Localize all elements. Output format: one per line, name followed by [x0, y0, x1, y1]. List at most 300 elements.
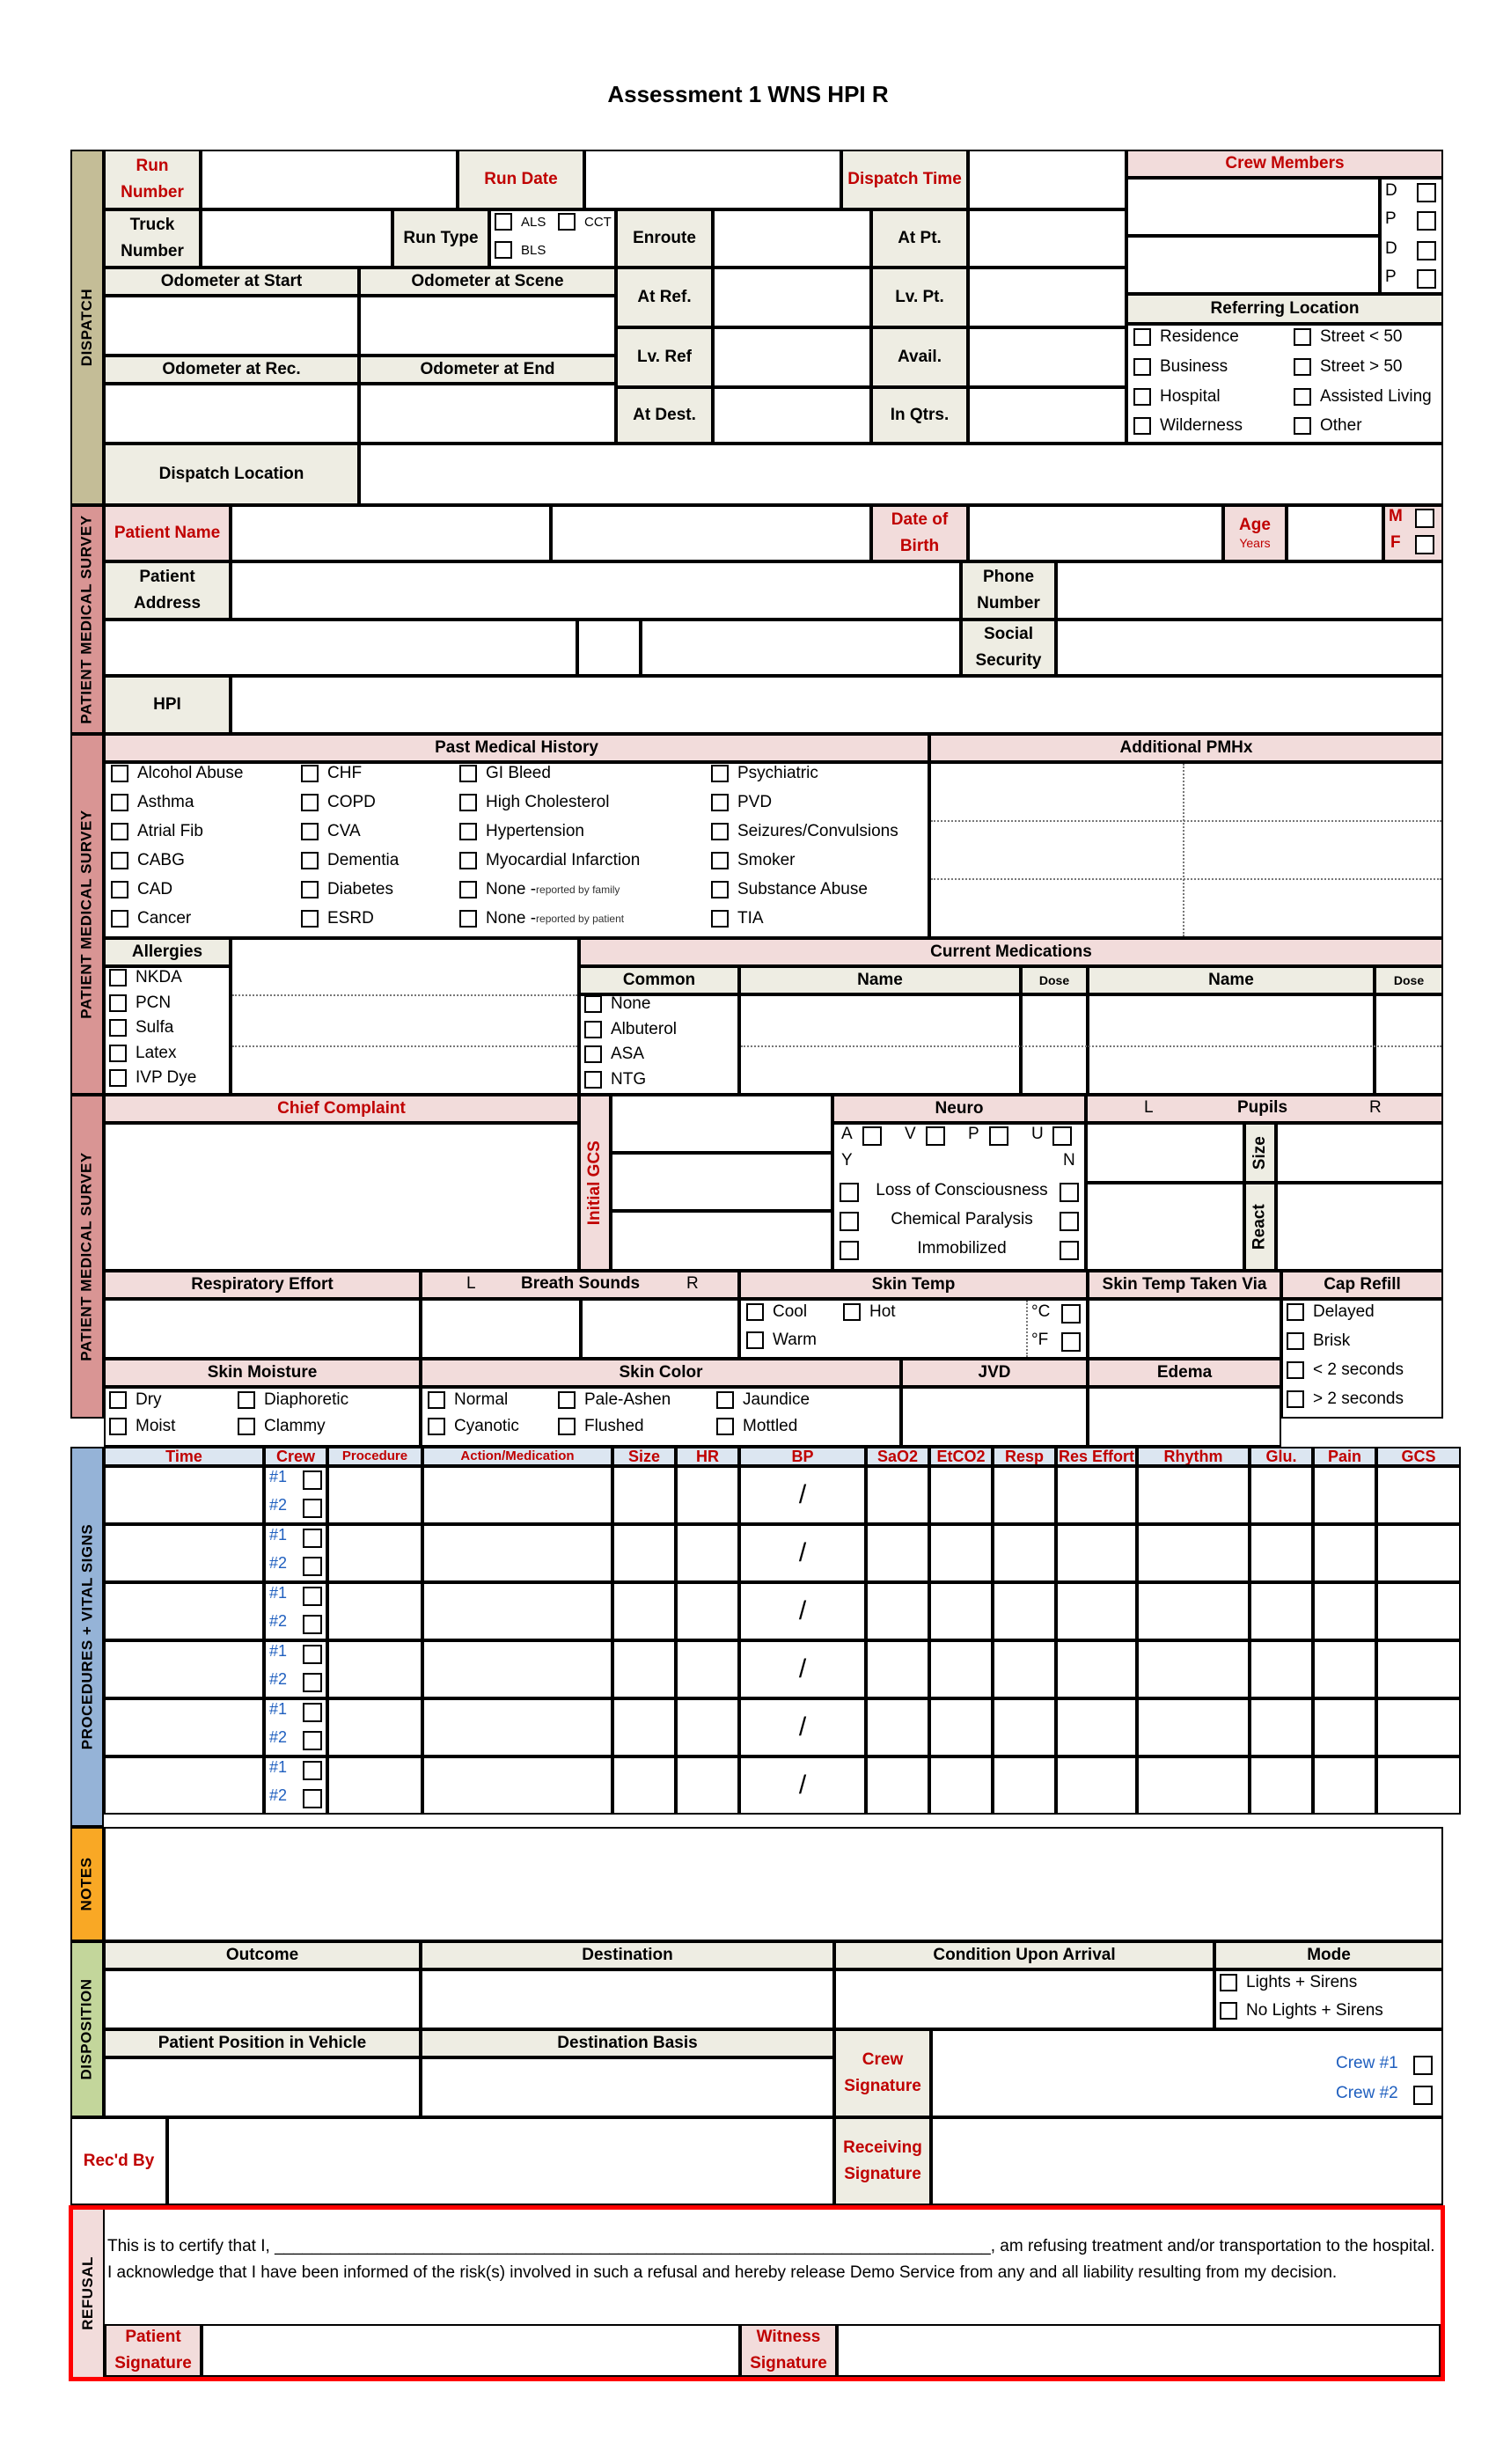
dob-field[interactable] — [968, 505, 1223, 561]
vitals-row-6-gcs[interactable] — [1376, 1756, 1461, 1815]
pmh-col4-item-0[interactable]: Psychiatric — [711, 764, 818, 783]
at-ref-label: At Ref. — [616, 268, 713, 327]
patient-position-label: Patient Position in Vehicle — [104, 2029, 421, 2057]
vitals-row-1-pain[interactable] — [1313, 1466, 1376, 1524]
vitals-row-3-res-effort[interactable] — [1056, 1582, 1137, 1640]
vitals-row-1-crew-1-checkbox[interactable] — [303, 1470, 322, 1490]
section-patient-survey-2: PATIENT MEDICAL SURVEY — [70, 734, 104, 1095]
edema-field[interactable] — [1088, 1387, 1281, 1447]
patient-address-label: Patient Address — [104, 561, 231, 620]
vitals-row-2-crew-1-checkbox[interactable] — [303, 1529, 322, 1548]
breath-sounds-left-field[interactable] — [421, 1299, 581, 1359]
crew-1-signature-label: Crew #1 — [1336, 2054, 1398, 2072]
vitals-row-5-sao2[interactable] — [866, 1698, 929, 1756]
vitals-row-2-glu[interactable] — [1250, 1524, 1313, 1582]
odometer-start-label: Odometer at Start — [104, 268, 359, 296]
avail-field[interactable] — [968, 327, 1126, 387]
destination-basis-field[interactable] — [421, 2057, 834, 2117]
section-dispatch: DISPATCH — [70, 150, 104, 505]
vitals-row-4-rhythm[interactable] — [1137, 1640, 1250, 1698]
vitals-row-3-glu[interactable] — [1250, 1582, 1313, 1640]
vitals-row-2-etco2[interactable] — [929, 1524, 993, 1582]
crew-1-signature-checkbox[interactable] — [1413, 2056, 1433, 2075]
med-dose-field-2[interactable] — [1375, 994, 1443, 1095]
cap-refill-3[interactable]: > 2 seconds — [1287, 1390, 1404, 1409]
pmh-col2-item-0[interactable]: CHF — [301, 764, 362, 783]
vitals-row-2-sao2[interactable] — [866, 1524, 929, 1582]
run-type-bls[interactable]: BLS — [495, 241, 546, 259]
pmh-col4-item-5[interactable]: TIA — [711, 909, 764, 928]
crew-member-2-field[interactable] — [1126, 236, 1380, 294]
vitals-row-1-glu[interactable] — [1250, 1466, 1313, 1524]
vitals-row-6-action[interactable] — [422, 1756, 612, 1815]
allergy-2[interactable]: Sulfa — [109, 1018, 173, 1038]
odometer-rec-label: Odometer at Rec. — [104, 356, 359, 384]
vitals-row-6-etco2[interactable] — [929, 1756, 993, 1815]
vitals-row-4-procedure[interactable] — [327, 1640, 422, 1698]
run-date-field[interactable] — [584, 150, 841, 209]
skin-moisture-dry[interactable]: Dry — [109, 1390, 162, 1410]
referring-assisted-living[interactable]: Assisted Living — [1294, 387, 1432, 407]
gcs-verbal-field[interactable] — [611, 1153, 832, 1211]
referring-wilderness[interactable]: Wilderness — [1133, 416, 1243, 436]
vitals-header-size: Size — [612, 1447, 676, 1466]
run-type-label: Run Type — [392, 209, 489, 268]
vitals-header-crew: Crew — [264, 1447, 327, 1466]
common-med-3[interactable]: NTG — [584, 1070, 646, 1089]
pmh-col2-item-2[interactable]: CVA — [301, 822, 361, 841]
vitals-row-6-crew-1-checkbox[interactable] — [303, 1761, 322, 1780]
outcome-field[interactable] — [104, 1969, 421, 2029]
pmh-col4-item-1[interactable]: PVD — [711, 793, 772, 812]
vitals-row-1-crew-2-checkbox[interactable] — [303, 1499, 322, 1518]
skin-color-pale-ashen[interactable]: Pale-Ashen — [558, 1390, 671, 1410]
vitals-row-3-crew-1-checkbox[interactable] — [303, 1587, 322, 1606]
vitals-row-4-pain[interactable] — [1313, 1640, 1376, 1698]
allergies-other-field[interactable] — [231, 938, 579, 1095]
referring-street-gt50[interactable]: Street > 50 — [1294, 357, 1402, 377]
current-medications-title: Current Medications — [579, 938, 1443, 966]
avpu-p-label: P — [968, 1125, 979, 1143]
pmh-col3-item-5[interactable]: None - reported by patient — [459, 909, 624, 928]
recd-by-field[interactable] — [167, 2117, 834, 2205]
vitals-header-bp: BP — [739, 1447, 866, 1466]
pmh-col4-item-4[interactable]: Substance Abuse — [711, 880, 868, 899]
vitals-row-5-resp[interactable] — [993, 1698, 1056, 1756]
allergy-4[interactable]: IVP Dye — [109, 1068, 196, 1088]
vitals-row-4-res-effort[interactable] — [1056, 1640, 1137, 1698]
pupil-react-left-field[interactable] — [1086, 1183, 1244, 1271]
neuro-item-1-no[interactable] — [1060, 1212, 1079, 1231]
skin-moisture-moist[interactable]: Moist — [109, 1417, 175, 1436]
vitals-row-3-gcs[interactable] — [1376, 1582, 1461, 1640]
vitals-row-4-action[interactable] — [422, 1640, 612, 1698]
vitals-row-6-pain[interactable] — [1313, 1756, 1376, 1815]
vitals-row-3-crew-2-checkbox[interactable] — [303, 1615, 322, 1634]
pmh-col1-item-3[interactable]: CABG — [111, 851, 185, 870]
med-name-field-1[interactable] — [739, 994, 1021, 1095]
form-title: Assessment 1 WNS HPI R — [607, 81, 889, 107]
lv-pt-field[interactable] — [968, 268, 1126, 327]
hpi-field[interactable] — [231, 676, 1443, 734]
crew-role-p1-checkbox[interactable] — [1417, 211, 1436, 231]
vitals-row-2-gcs[interactable] — [1376, 1524, 1461, 1582]
crew-role-d2-checkbox[interactable] — [1417, 241, 1436, 260]
vitals-row-4-etco2[interactable] — [929, 1640, 993, 1698]
vitals-row-5-action[interactable] — [422, 1698, 612, 1756]
bp-separator: / — [798, 1596, 807, 1625]
vitals-row-3-pain[interactable] — [1313, 1582, 1376, 1640]
avpu-a-label: A — [841, 1125, 853, 1143]
pmh-col2-item-5[interactable]: ESRD — [301, 909, 374, 928]
allergy-0[interactable]: NKDA — [109, 968, 182, 987]
skin-color-normal[interactable]: Normal — [428, 1390, 508, 1410]
vitals-row-1-crew-1-label: #1 — [269, 1468, 288, 1485]
vitals-row-6-crew-2-label: #2 — [269, 1786, 288, 1804]
vitals-row-6-rhythm[interactable] — [1137, 1756, 1250, 1815]
jvd-field[interactable] — [901, 1387, 1088, 1447]
vitals-row-6-glu[interactable] — [1250, 1756, 1313, 1815]
vitals-row-5-size[interactable] — [612, 1698, 676, 1756]
vitals-row-2-time[interactable] — [104, 1524, 264, 1582]
edema-label: Edema — [1088, 1359, 1281, 1387]
bp-separator: / — [798, 1480, 807, 1509]
vitals-row-1-res-effort[interactable] — [1056, 1466, 1137, 1524]
pmh-col4-item-3[interactable]: Smoker — [711, 851, 795, 870]
vitals-row-6-procedure[interactable] — [327, 1756, 422, 1815]
mode-no-lights-sirens[interactable]: No Lights + Sirens — [1220, 2001, 1383, 2020]
recd-by-label: Rec'd By — [70, 2117, 167, 2205]
pmh-col1-item-2[interactable]: Atrial Fib — [111, 822, 203, 841]
receiving-signature-field[interactable] — [931, 2117, 1443, 2205]
vitals-row-1-action[interactable] — [422, 1466, 612, 1524]
skin-color-mottled[interactable]: Mottled — [716, 1417, 797, 1436]
pmh-col1-item-1[interactable]: Asthma — [111, 793, 194, 812]
patient-last-name-field[interactable] — [551, 505, 871, 561]
respiratory-effort-field[interactable] — [104, 1299, 421, 1359]
crew-signature-field[interactable] — [931, 2029, 1443, 2117]
med-name-header-2: Name — [1088, 966, 1375, 994]
crew-role-p2-checkbox[interactable] — [1417, 269, 1436, 289]
condition-field[interactable] — [834, 1969, 1214, 2029]
pupil-size-left-field[interactable] — [1086, 1123, 1244, 1183]
vitals-row-5-rhythm[interactable] — [1137, 1698, 1250, 1756]
crew-signature-label: Crew Signature — [834, 2029, 931, 2117]
vitals-row-2-resp[interactable] — [993, 1524, 1056, 1582]
skin-temp-hot[interactable]: Hot — [843, 1302, 896, 1322]
breath-sounds-right-field[interactable] — [581, 1299, 739, 1359]
avail-label: Avail. — [871, 327, 968, 387]
pmh-col3-item-1[interactable]: High Cholesterol — [459, 793, 609, 812]
neuro-item-2-no[interactable] — [1060, 1241, 1079, 1260]
dispatch-location-label: Dispatch Location — [104, 444, 359, 505]
patient-city-field[interactable] — [104, 620, 577, 676]
vitals-row-4-crew-2-checkbox[interactable] — [303, 1673, 322, 1692]
cap-refill-0[interactable]: Delayed — [1287, 1302, 1375, 1322]
vitals-row-5-crew-1-checkbox[interactable] — [303, 1703, 322, 1722]
pmh-col3-item-3[interactable]: Myocardial Infarction — [459, 851, 640, 870]
vitals-row-4-gcs[interactable] — [1376, 1640, 1461, 1698]
vitals-row-2-bp[interactable] — [739, 1524, 866, 1582]
vitals-row-3-action[interactable] — [422, 1582, 612, 1640]
odometer-end-field[interactable] — [359, 384, 616, 444]
allergy-1[interactable]: PCN — [109, 994, 171, 1013]
vitals-row-4-size[interactable] — [612, 1640, 676, 1698]
vitals-row-4-crew-2-label: #2 — [269, 1670, 288, 1688]
run-type-cct[interactable]: CCT — [558, 213, 612, 231]
vitals-row-5-hr[interactable] — [676, 1698, 739, 1756]
vitals-row-3-crew-2-label: #2 — [269, 1612, 288, 1630]
outcome-label: Outcome — [104, 1941, 421, 1969]
vitals-row-6-size[interactable] — [612, 1756, 676, 1815]
vitals-row-5-etco2[interactable] — [929, 1698, 993, 1756]
pmh-col1-item-4[interactable]: CAD — [111, 880, 172, 899]
referring-hospital[interactable]: Hospital — [1133, 387, 1221, 407]
chief-complaint-field[interactable] — [104, 1123, 579, 1271]
vitals-row-1-bp[interactable] — [739, 1466, 866, 1524]
ssn-label: Social Security — [961, 620, 1056, 676]
vitals-row-5-time[interactable] — [104, 1698, 264, 1756]
skin-moisture-clammy[interactable]: Clammy — [238, 1417, 326, 1436]
vitals-header-res-effort: Res Effort — [1056, 1447, 1137, 1466]
avpu-u-checkbox[interactable] — [1052, 1126, 1072, 1146]
vitals-row-5-gcs[interactable] — [1376, 1698, 1461, 1756]
vitals-row-5-glu[interactable] — [1250, 1698, 1313, 1756]
notes-field[interactable] — [104, 1827, 1443, 1941]
common-med-0[interactable]: None — [584, 994, 650, 1014]
witness-signature-field[interactable] — [837, 2324, 1441, 2377]
vitals-row-6-crew-2-checkbox[interactable] — [303, 1789, 322, 1808]
vitals-row-1-procedure[interactable] — [327, 1466, 422, 1524]
vitals-row-2-pain[interactable] — [1313, 1524, 1376, 1582]
vitals-row-6-bp[interactable] — [739, 1756, 866, 1815]
patient-first-name-field[interactable] — [231, 505, 551, 561]
vitals-row-4-hr[interactable] — [676, 1640, 739, 1698]
dispatch-location-field[interactable] — [359, 444, 1443, 505]
odometer-rec-field[interactable] — [104, 384, 359, 444]
run-type-als[interactable]: ALS — [495, 213, 546, 231]
skin-color-cyanotic[interactable]: Cyanotic — [428, 1417, 519, 1436]
common-med-2[interactable]: ASA — [584, 1045, 644, 1064]
odometer-scene-field[interactable] — [359, 296, 616, 356]
vitals-row-1-resp[interactable] — [993, 1466, 1056, 1524]
vitals-row-3-etco2[interactable] — [929, 1582, 993, 1640]
breath-sounds-label: Breath Sounds — [521, 1274, 641, 1293]
vitals-row-1-rhythm[interactable] — [1137, 1466, 1250, 1524]
vitals-row-6-res-effort[interactable] — [1056, 1756, 1137, 1815]
vitals-row-1-hr[interactable] — [676, 1466, 739, 1524]
vitals-row-3-sao2[interactable] — [866, 1582, 929, 1640]
vitals-row-5-bp[interactable] — [739, 1698, 866, 1756]
pmh-col3-item-0[interactable]: GI Bleed — [459, 764, 551, 783]
neuro-item-0-no[interactable] — [1060, 1183, 1079, 1202]
avpu-v-checkbox[interactable] — [926, 1126, 945, 1146]
vitals-row-4-resp[interactable] — [993, 1640, 1056, 1698]
breath-sounds-l-label: L — [466, 1274, 476, 1293]
med-dose-field-1[interactable] — [1021, 994, 1088, 1095]
phone-field[interactable] — [1056, 561, 1443, 620]
vitals-row-6-resp[interactable] — [993, 1756, 1056, 1815]
mode-lights-sirens[interactable]: Lights + Sirens — [1220, 1973, 1357, 1992]
cap-refill-label: Cap Refill — [1281, 1271, 1443, 1299]
pmh-col1-item-5[interactable]: Cancer — [111, 909, 191, 928]
pmh-col3-item-2[interactable]: Hypertension — [459, 822, 584, 841]
refusal-name-blank[interactable]: _____________________________________________________________________________ — [275, 2237, 991, 2255]
vitals-row-1-size[interactable] — [612, 1466, 676, 1524]
neuro-y-label: Y — [841, 1151, 853, 1170]
vitals-row-2-action[interactable] — [422, 1524, 612, 1582]
vitals-header-hr: HR — [676, 1447, 739, 1466]
vitals-row-2-crew-2-checkbox[interactable] — [303, 1557, 322, 1576]
pmh-col3-item-4[interactable]: None - reported by family — [459, 880, 620, 899]
vitals-row-5-procedure[interactable] — [327, 1698, 422, 1756]
vitals-row-3-procedure[interactable] — [327, 1582, 422, 1640]
neuro-item-2-label: Immobilized — [917, 1239, 1007, 1258]
gcs-motor-field[interactable] — [611, 1211, 832, 1271]
section-notes: NOTES — [70, 1827, 104, 1941]
celsius-checkbox[interactable] — [1061, 1304, 1081, 1324]
patient-signature-field[interactable] — [202, 2324, 740, 2377]
pmhx-line — [931, 820, 1441, 822]
truck-number-field[interactable] — [201, 209, 392, 268]
crew-2-signature-label: Crew #2 — [1336, 2084, 1398, 2102]
pupil-size-right-field[interactable] — [1276, 1123, 1443, 1183]
cap-refill-1[interactable]: Brisk — [1287, 1331, 1350, 1351]
vitals-row-5-res-effort[interactable] — [1056, 1698, 1137, 1756]
vitals-row-2-rhythm[interactable] — [1137, 1524, 1250, 1582]
avpu-v-label: V — [905, 1125, 916, 1143]
skin-temp-cool[interactable]: Cool — [746, 1302, 807, 1322]
vitals-row-1-gcs[interactable] — [1376, 1466, 1461, 1524]
neuro-item-0-label: Loss of Consciousness — [876, 1181, 1048, 1199]
dispatch-time-field[interactable] — [968, 150, 1126, 209]
vitals-row-4-sao2[interactable] — [866, 1640, 929, 1698]
vitals-row-3-time[interactable] — [104, 1582, 264, 1640]
vitals-row-6-hr[interactable] — [676, 1756, 739, 1815]
in-qtrs-label: In Qtrs. — [871, 387, 968, 444]
sex-m-checkbox[interactable] — [1415, 509, 1434, 528]
skin-color-title: Skin Color — [421, 1359, 901, 1387]
at-ref-field[interactable] — [713, 268, 871, 327]
vitals-row-2-procedure[interactable] — [327, 1524, 422, 1582]
at-pt-field[interactable] — [968, 209, 1126, 268]
referring-residence[interactable]: Residence — [1133, 327, 1239, 347]
vitals-row-4-crew-1-checkbox[interactable] — [303, 1645, 322, 1664]
patient-address-field[interactable] — [231, 561, 961, 620]
vitals-row-4-bp[interactable] — [739, 1640, 866, 1698]
vitals-row-4-time[interactable] — [104, 1640, 264, 1698]
common-med-1[interactable]: Albuterol — [584, 1020, 677, 1039]
crew-role-d1-checkbox[interactable] — [1417, 183, 1436, 202]
vitals-row-3-rhythm[interactable] — [1137, 1582, 1250, 1640]
pupil-react-right-field[interactable] — [1276, 1183, 1443, 1271]
med-name-field-2[interactable] — [1088, 994, 1375, 1095]
odometer-start-field[interactable] — [104, 296, 359, 356]
ssn-field[interactable] — [1056, 620, 1443, 676]
skin-color-jaundice[interactable]: Jaundice — [716, 1390, 810, 1410]
vitals-row-3-crew-1-label: #1 — [269, 1584, 288, 1602]
vitals-row-3-hr[interactable] — [676, 1582, 739, 1640]
neuro-item-2-yes[interactable] — [840, 1241, 859, 1260]
skin-moisture-diaphoretic[interactable]: Diaphoretic — [238, 1390, 348, 1410]
patient-position-field[interactable] — [104, 2057, 421, 2117]
vitals-row-3-resp[interactable] — [993, 1582, 1056, 1640]
pmh-col1-item-0[interactable]: Alcohol Abuse — [111, 764, 243, 783]
destination-basis-label: Destination Basis — [421, 2029, 834, 2057]
vitals-row-1-time[interactable] — [104, 1466, 264, 1524]
crew-member-1-field[interactable] — [1126, 178, 1380, 236]
vitals-row-2-size[interactable] — [612, 1524, 676, 1582]
at-dest-field[interactable] — [713, 387, 871, 444]
vitals-row-4-crew-1-label: #1 — [269, 1642, 288, 1660]
vitals-row-3-size[interactable] — [612, 1582, 676, 1640]
destination-field[interactable] — [421, 1969, 834, 2029]
neuro-item-1-yes[interactable] — [840, 1212, 859, 1231]
vitals-row-6-time[interactable] — [104, 1756, 264, 1815]
lv-ref-field[interactable] — [713, 327, 871, 387]
cap-refill-2[interactable]: < 2 seconds — [1287, 1360, 1404, 1380]
fahrenheit-checkbox[interactable] — [1061, 1332, 1081, 1352]
pmh-col4-item-2[interactable]: Seizures/Convulsions — [711, 822, 898, 841]
pmh-col2-item-1[interactable]: COPD — [301, 793, 376, 812]
lv-ref-label: Lv. Ref — [616, 327, 713, 387]
vitals-row-1-etco2[interactable] — [929, 1466, 993, 1524]
med-line — [741, 1045, 1441, 1047]
referring-other[interactable]: Other — [1294, 416, 1362, 436]
pmh-col2-item-4[interactable]: Diabetes — [301, 880, 393, 899]
referring-street-lt50[interactable]: Street < 50 — [1294, 327, 1402, 347]
skin-moisture-title: Skin Moisture — [104, 1359, 421, 1387]
vitals-row-4-glu[interactable] — [1250, 1640, 1313, 1698]
run-number-field[interactable] — [201, 150, 458, 209]
additional-pmhx-area[interactable] — [929, 762, 1443, 938]
vitals-row-1-sao2[interactable] — [866, 1466, 929, 1524]
sex-f-label: F — [1390, 533, 1401, 552]
avpu-p-checkbox[interactable] — [989, 1126, 1008, 1146]
crew-2-signature-checkbox[interactable] — [1413, 2086, 1433, 2105]
referring-business[interactable]: Business — [1133, 357, 1228, 377]
sex-f-checkbox[interactable] — [1415, 535, 1434, 554]
allergy-3[interactable]: Latex — [109, 1044, 176, 1063]
vitals-row-3-bp[interactable] — [739, 1582, 866, 1640]
vitals-row-5-crew-2-label: #2 — [269, 1728, 288, 1746]
patient-zip-field[interactable] — [641, 620, 961, 676]
pupil-react-label: React — [1244, 1183, 1276, 1271]
additional-pmhx-title: Additional PMHx — [929, 734, 1443, 762]
neuro-item-0-yes[interactable] — [840, 1183, 859, 1202]
avpu-a-checkbox[interactable] — [862, 1126, 882, 1146]
enroute-field[interactable] — [713, 209, 871, 268]
patient-state-field[interactable] — [577, 620, 641, 676]
gcs-eye-field[interactable] — [611, 1095, 832, 1153]
age-field[interactable] — [1287, 505, 1383, 561]
skin-temp-warm[interactable]: Warm — [746, 1331, 817, 1350]
allergies-line — [232, 1045, 577, 1047]
vitals-row-5-pain[interactable] — [1313, 1698, 1376, 1756]
vitals-row-2-res-effort[interactable] — [1056, 1524, 1137, 1582]
allergies-title: Allergies — [104, 938, 231, 966]
skin-temp-via-field[interactable] — [1088, 1299, 1281, 1359]
crew-members-label: Crew Members — [1126, 150, 1443, 178]
vitals-row-2-hr[interactable] — [676, 1524, 739, 1582]
vitals-row-5-crew-2-checkbox[interactable] — [303, 1731, 322, 1750]
skin-color-flushed[interactable]: Flushed — [558, 1417, 644, 1436]
in-qtrs-field[interactable] — [968, 387, 1126, 444]
pupils-r-label: R — [1369, 1098, 1382, 1117]
vitals-row-6-sao2[interactable] — [866, 1756, 929, 1815]
vitals-header-gcs: GCS — [1376, 1447, 1461, 1466]
pmh-col2-item-3[interactable]: Dementia — [301, 851, 399, 870]
